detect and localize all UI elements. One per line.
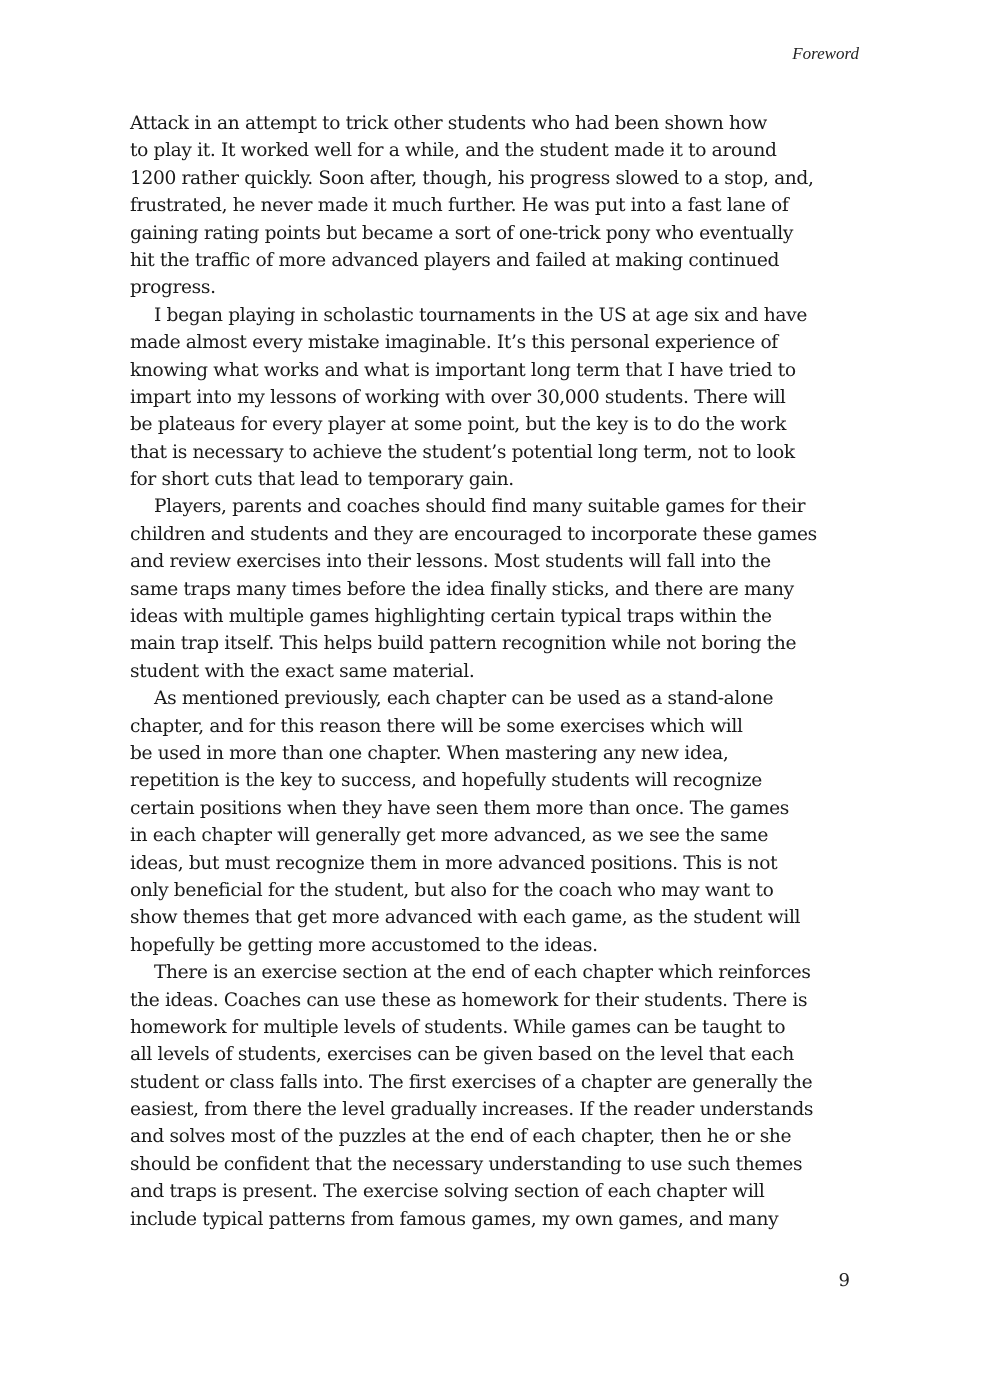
- text-line: the ideas. Coaches can use these as homework for their students. There is: [130, 989, 808, 1011]
- text-line: and review exercises into their lessons. Most students will fall into the: [130, 551, 771, 573]
- text-line: easiest, from there the level gradually increases. If the reader understands: [130, 1099, 814, 1121]
- text-line: homework for multiple levels of students. While games can be taught to: [130, 1016, 786, 1038]
- text-line: chapter, and for this reason there will be some exercises which will: [130, 715, 743, 737]
- text-line: be used in more than one chapter. When mastering any new idea,: [130, 742, 729, 764]
- text-line: be plateaus for every player at some point, but the key is to do the work: [130, 414, 787, 436]
- text-line: hit the traffic of more advanced players and failed at making continued: [130, 249, 780, 271]
- text-line: show themes that get more advanced with each game, as the student will: [130, 907, 801, 929]
- paragraph: [130, 110, 870, 302]
- text-line: repetition is the key to success, and hopefully students will recognize: [130, 770, 762, 792]
- text-line: knowing what works and what is important long term that I have tried to: [130, 359, 796, 381]
- text-line: gaining rating points but became a sort of one-trick pony who eventually: [130, 222, 794, 244]
- text-line: frustrated, he never made it much further. He was put into a fast lane of: [130, 195, 789, 217]
- text-line: children and students and they are encouraged to incorporate these games: [130, 523, 817, 545]
- text-line: ideas, but must recognize them in more advanced positions. This is not: [130, 852, 778, 874]
- text-line: As mentioned previously, each chapter can be used as a stand-alone: [154, 688, 774, 710]
- text-line: only beneficial for the student, but also for the coach who may want to: [130, 879, 774, 901]
- text-line: made almost every mistake imaginable. It’s this personal experience of: [130, 332, 778, 354]
- paragraph: [130, 302, 870, 494]
- text-line: 1200 rather quickly. Soon after, though, his progress slowed to a stop, and,: [130, 167, 814, 189]
- text-line: and solves most of the puzzles at the end of each chapter, then he or she: [130, 1126, 792, 1148]
- text-line: I began playing in scholastic tournaments in the US at age six and have: [154, 304, 807, 326]
- text-line: certain positions when they have seen them more than once. The games: [130, 797, 789, 819]
- paragraph: [130, 959, 870, 1233]
- text-line: and traps is present. The exercise solving section of each chapter will: [130, 1181, 765, 1203]
- text-line: for short cuts that lead to temporary gain.: [130, 469, 514, 491]
- text-line: Players, parents and coaches should find many suitable games for their: [154, 496, 806, 518]
- text-line: main trap itself. This helps build pattern recognition while not boring the: [130, 633, 797, 655]
- text-line: student with the exact same material.: [130, 660, 475, 682]
- text-line: impart into my lessons of working with over 30,000 students. There will: [130, 386, 786, 408]
- page-number: 9: [838, 1270, 850, 1291]
- text-line: ideas with multiple games highlighting certain typical traps within the: [130, 606, 772, 628]
- text-line: in each chapter will generally get more advanced, as we see the same: [130, 825, 768, 847]
- text-line: should be confident that the necessary understanding to use such themes: [130, 1153, 803, 1175]
- paragraph: [130, 493, 870, 685]
- text-line: same traps many times before the idea finally sticks, and there are many: [130, 578, 794, 600]
- text-line: hopefully be getting more accustomed to the ideas.: [130, 934, 598, 956]
- text-line: that is necessary to achieve the student’s potential long term, not to look: [130, 441, 795, 463]
- text-line: There is an exercise section at the end of each chapter which reinforces: [154, 962, 811, 984]
- paragraph: [130, 685, 870, 959]
- text-line: all levels of students, exercises can be given based on the level that each: [130, 1044, 794, 1066]
- text-line: include typical patterns from famous games, my own games, and many: [130, 1208, 779, 1230]
- text-line: Attack in an attempt to trick other students who had been shown how: [130, 113, 768, 134]
- running-head: Foreword: [792, 44, 859, 63]
- body-text: [130, 110, 870, 1233]
- text-line: student or class falls into. The first exercises of a chapter are generally the: [130, 1071, 813, 1093]
- text-line: to play it. It worked well for a while, and the student made it to around: [130, 140, 777, 162]
- text-line: progress.: [130, 277, 216, 299]
